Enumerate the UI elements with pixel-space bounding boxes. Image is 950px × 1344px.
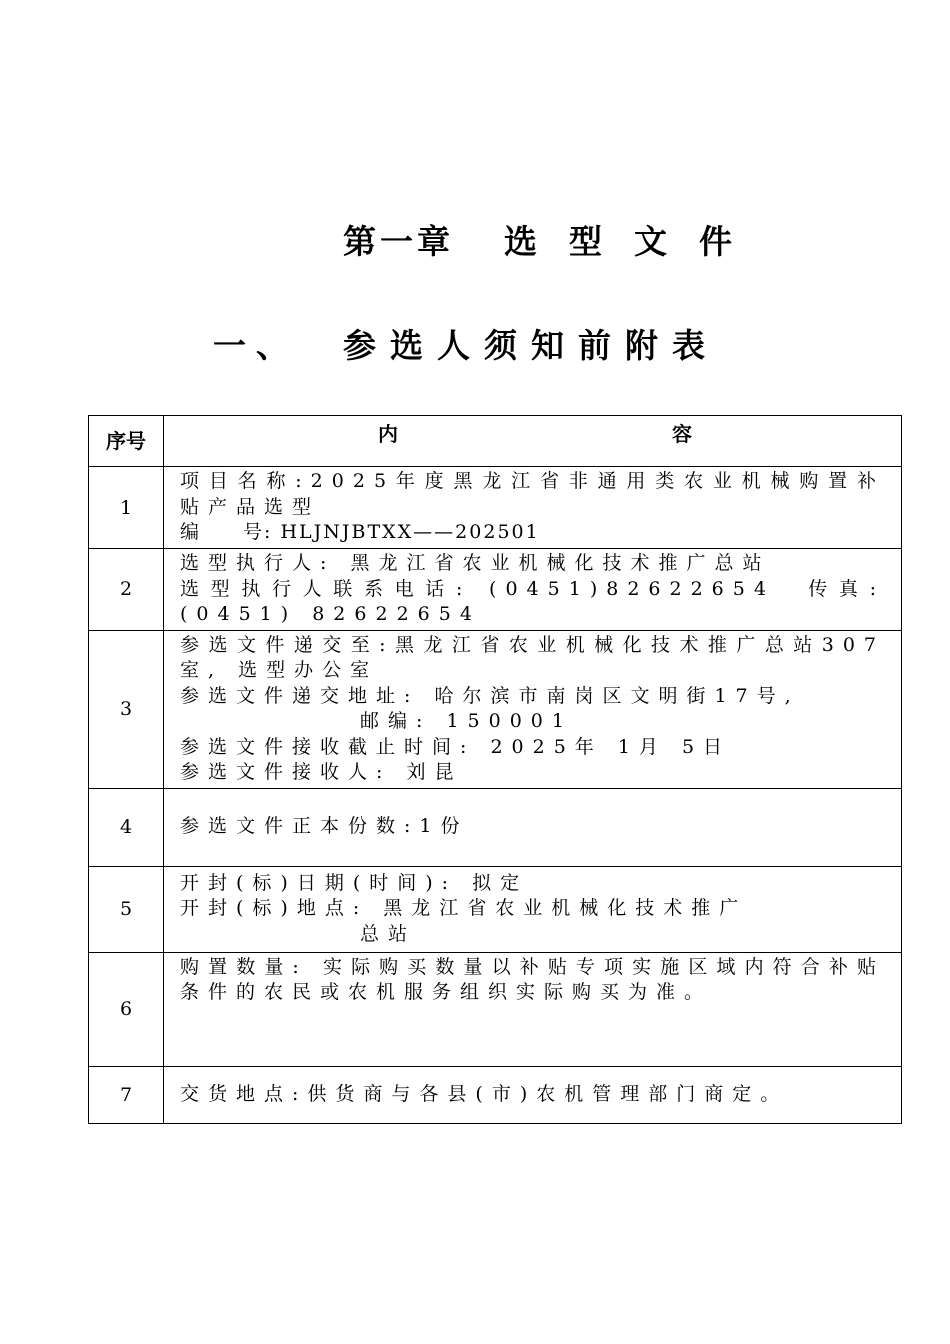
row-content bbox=[164, 952, 902, 1066]
content-line: 参选文件接收人: 刘昆 bbox=[180, 761, 463, 783]
row-number: 6 bbox=[89, 952, 164, 1066]
section-name: 参选人须知前附表 bbox=[343, 326, 719, 365]
table-header-row bbox=[89, 416, 902, 467]
content-line: 邮编: 150001 bbox=[360, 710, 573, 732]
content-line: 购置数量: 实际购买数量以补贴专项实施区域内符合补贴条件的农民或农机服务组织实际购买为准。 bbox=[180, 955, 885, 1003]
table-row bbox=[89, 1066, 902, 1123]
content-line: 开封(标)日期(时间): 拟定 bbox=[180, 871, 529, 894]
row-number: 3 bbox=[89, 630, 164, 788]
chapter-title bbox=[343, 216, 764, 263]
row-number: 5 bbox=[89, 866, 164, 952]
section-number: 一、 bbox=[213, 326, 299, 365]
row-number: 1 bbox=[89, 467, 164, 549]
content-line: 选型执行人联系电话: (0451)82622654 传真:(0451) 82622654 bbox=[180, 577, 885, 625]
table-row bbox=[89, 952, 902, 1066]
row-content bbox=[164, 866, 902, 952]
header-number: 序号 bbox=[89, 416, 164, 467]
chapter-number: 第一章 bbox=[343, 222, 454, 261]
header-content bbox=[164, 416, 902, 467]
content-line: 项目名称:2025年度黑龙江省非通用类农业机械购置补贴产品选型 bbox=[180, 470, 885, 518]
content-line: 编 号: HLJNJBTXX——202501 bbox=[180, 521, 540, 544]
row-content bbox=[164, 1066, 902, 1123]
row-content bbox=[164, 788, 902, 866]
table-row bbox=[89, 866, 902, 952]
header-content-char-2: 容 bbox=[672, 422, 692, 446]
header-content-char-1: 内 bbox=[378, 422, 398, 446]
content-line: 参选文件递交至:黑龙江省农业机械化技术推广总站307室, 选型办公室 bbox=[180, 633, 885, 681]
table-row bbox=[89, 467, 902, 549]
table-row bbox=[89, 549, 902, 631]
content-line: 交货地点:供货商与各县(市)农机管理部门商定。 bbox=[180, 1082, 789, 1105]
content-line: 总站 bbox=[360, 922, 417, 945]
row-number: 4 bbox=[89, 788, 164, 866]
content-line: 开封(标)地点: 黑龙江省农业机械化技术推广 bbox=[180, 897, 748, 920]
row-content bbox=[164, 630, 902, 788]
content-line: 参选文件正本份数:1份 bbox=[180, 815, 469, 838]
content-line: 参选文件接收截止时间: 2025年 1月 5日 bbox=[180, 735, 732, 758]
row-number: 2 bbox=[89, 549, 164, 631]
chapter-name: 选型文件 bbox=[504, 222, 764, 261]
row-content bbox=[164, 549, 902, 631]
row-content bbox=[164, 467, 902, 549]
section-title bbox=[213, 320, 719, 367]
table-row bbox=[89, 630, 902, 788]
content-line: 参选文件递交地址: 哈尔滨市南岗区文明街17号, bbox=[180, 684, 800, 707]
notice-table bbox=[88, 415, 902, 1124]
table-row bbox=[89, 788, 902, 866]
row-number: 7 bbox=[89, 1066, 164, 1123]
content-line: 选型执行人: 黑龙江省农业机械化技术推广总站 bbox=[180, 552, 771, 574]
